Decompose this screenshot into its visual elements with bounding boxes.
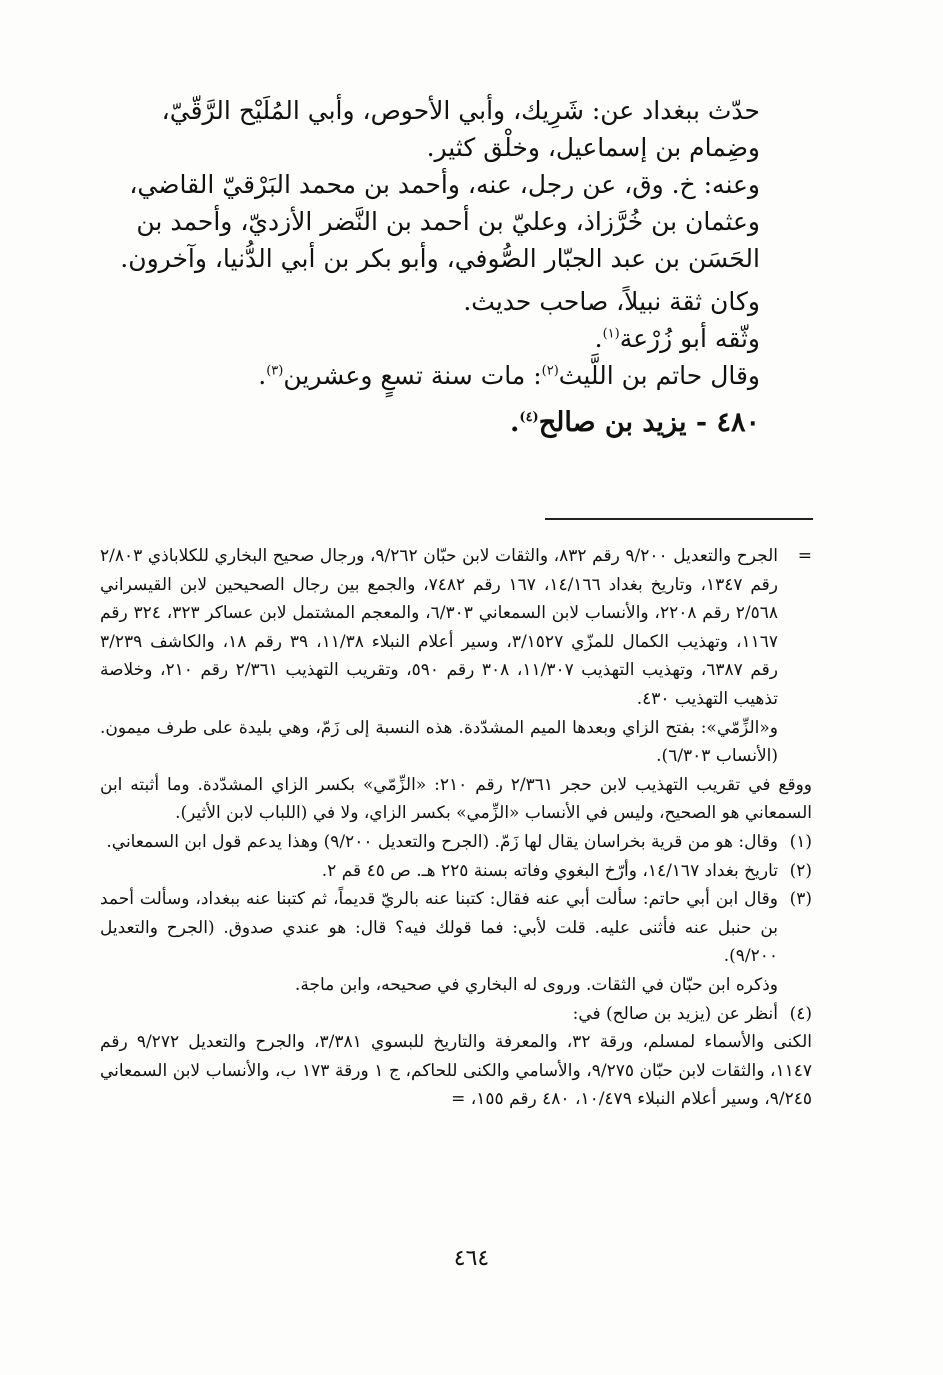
footnote-1-body: [100, 828, 778, 857]
footnote-continued-sources: الجرح والتعديل ٩/٢٠٠ رقم ٨٣٢، والثقات لابن حبّان ٩/٢٦٢، ورجال صحيح البخاري للكلاباذي ٢/٨٠٣ رقم ١٣٤٧، وتاريخ بغداد ١٤/١٦٦، ١٦٧ رقم ٧٤٨٢، والجمع بين رجال الصحيحين لابن القيسراني ٢/٥٦٨ رقم ٢٢٠٨، والأنساب لابن السمعاني ٦/٣٠٣، والمعجم المشتمل لابن عساكر ٣٢٣، ٣٢٤ رقم ١١٦٧، وتهذيب الكمال للمزّي ٣/١٥٢٧، وسير أعلام النبلاء ١١/٣٨، ٣٩ رقم ١٨، والكاشف ٣/٢٣٩ رقم ٦٣٨٧، وتهذيب التهذيب ١١/٣٠٧، ٣٠٨ رقم ٥٩٠، وتقريب التهذيب ٢/٣٦١ رقم ٢١٠، وخلاصة تذهيب التهذيب ٤٣٠.: [100, 546, 779, 709]
entry-heading: [100, 404, 812, 441]
footnote-1: [100, 828, 812, 857]
death-text-a: وقال حاتم بن اللَّيث: [558, 361, 760, 390]
death-text-b: : مات سنة تسعٍ وعشرين: [283, 361, 542, 390]
footnote-4-sources: الكنى والأسماء لمسلم، ورقة ٣٢، والمعرفة والتاريخ للبسوي ٣/٣٨١، والجرح والتعديل ٩/٢٧٢ رقم ١١٤٧، والثقات لابن حبّان ٩/٢٧٥، والأسامي والكنى للحاكم، ج ١ ورقة ١٧٣ ب، والأنساب لابن السمعاني ٩/٢٤٥، وسير أعلام النبلاء ١٠/٤٧٩، ٤٨٠ رقم ١٥٥، =: [100, 1032, 812, 1110]
footnote-4-text: أنظر عن (يزيد بن صالح) في:: [572, 1003, 778, 1024]
footnote-2: [100, 857, 812, 886]
paragraph-teachers-text: حدّث ببغداد عن: شَرِيك، وأبي الأحوص، وأبي المُلَيْح الرَّقّيّ، وضِمام بن إسماعيل، وخلْق كثير.: [161, 96, 760, 162]
footnote-1-mark: (١): [789, 831, 812, 852]
paragraph-status: [100, 283, 812, 320]
footnote-ref-3[interactable]: (٣): [266, 363, 284, 379]
paragraph-death: [100, 357, 812, 394]
tawthiq-end: .: [594, 324, 603, 353]
footnote-continued: [100, 542, 812, 828]
footnote-continued-body: [100, 542, 812, 828]
entry-heading-text: ٤٨٠ - يزيد بن صالح: [538, 407, 760, 438]
footnotes: [100, 542, 812, 1114]
footnote-continued-correction: ووقع في تقريب التهذيب لابن حجر ٢/٣٦١ رقم ٢١٠: «الزِّمّي» بكسر الزاي المشدّدة. وما أثبته ابن السمعاني هو الصحيح، وليس في الأنساب «الزِّمي» بكسر الزاي، ولا في (اللباب لابن الأثير).: [100, 774, 812, 824]
footnote-continued-nisba: و«الزِّمّي»: بفتح الزاي وبعدها الميم المشدّدة. هذه النسبة إلى زَمّ، وهي بليدة على طرف ميمون. (الأنساب ٦/٣٠٣).: [100, 717, 778, 767]
footnote-3: [100, 885, 812, 999]
footnote-3-extra: وذكره ابن حبّان في الثقات. وروى له البخاري في صحيحه، وابن ماجة.: [294, 974, 778, 995]
death-end: .: [258, 361, 267, 390]
footnote-2-body: [100, 857, 778, 886]
paragraph-status-text: وكان ثقة نبيلاً، صاحب حديث.: [463, 287, 760, 316]
entry-heading-end: .: [510, 407, 520, 438]
footnote-separator: [545, 518, 813, 520]
paragraph-students: [100, 166, 812, 277]
footnote-ref-1[interactable]: (١): [602, 326, 620, 342]
footnote-1-text: وقال: هو من قرية بخراسان يقال لها زَمّ. (الجرح والتعديل ٩/٢٠٠) وهذا يدعم قول ابن السمعاني.: [106, 831, 778, 852]
footnote-4-body: [100, 1000, 812, 1114]
footnote-3-body: [100, 885, 778, 999]
paragraph-tawthiq: [100, 320, 812, 357]
footnote-2-mark: (٢): [789, 860, 812, 881]
footnote-ref-4[interactable]: (٤): [519, 410, 539, 425]
footnote-4: [100, 1000, 812, 1114]
footnote-4-mark: (٤): [789, 1003, 812, 1024]
paragraph-students-text: وعنه: خ. وق، عن رجل، عنه، وأحمد بن محمد البَرْقيّ القاضي، وعثمان بن خُرَّزاذ، وعليّ بن أحمد بن النَّضر الأزديّ، وأحمد بن الحَسَن بن عبد الجبّار الصُّوفي، وأبو بكر بن أبي الدُّنيا، وآخرون.: [120, 170, 760, 273]
footnote-3-text: وقال ابن أبي حاتم: سألت أبي عنه فقال: كتبنا عنه بالريّ قديماً، ثم كتبنا عنه ببغداد، وسألت أحمد بن حنبل عنه فأثنى عليه. قلت لأبي: فما قولك فيه؟ قال: هو عندي صدوق. (الجرح والتعديل ٩/٢٠٠).: [100, 889, 778, 967]
footnote-2-text: تاريخ بغداد ١٤/١٦٧، وأرّخ البغوي وفاته بسنة ٢٢٥ هـ. ص ٤٥ قم ٢.: [321, 860, 778, 881]
tawthiq-text: وثّقه أبو زُرْعة: [619, 324, 760, 353]
continuation-mark: =: [797, 546, 812, 566]
paragraph-teachers: [100, 92, 812, 166]
footnote-ref-2[interactable]: (٢): [541, 363, 559, 379]
main-text: [100, 92, 812, 441]
page-number: ٤٦٤: [453, 1246, 490, 1271]
footnote-3-mark: (٣): [789, 889, 812, 910]
